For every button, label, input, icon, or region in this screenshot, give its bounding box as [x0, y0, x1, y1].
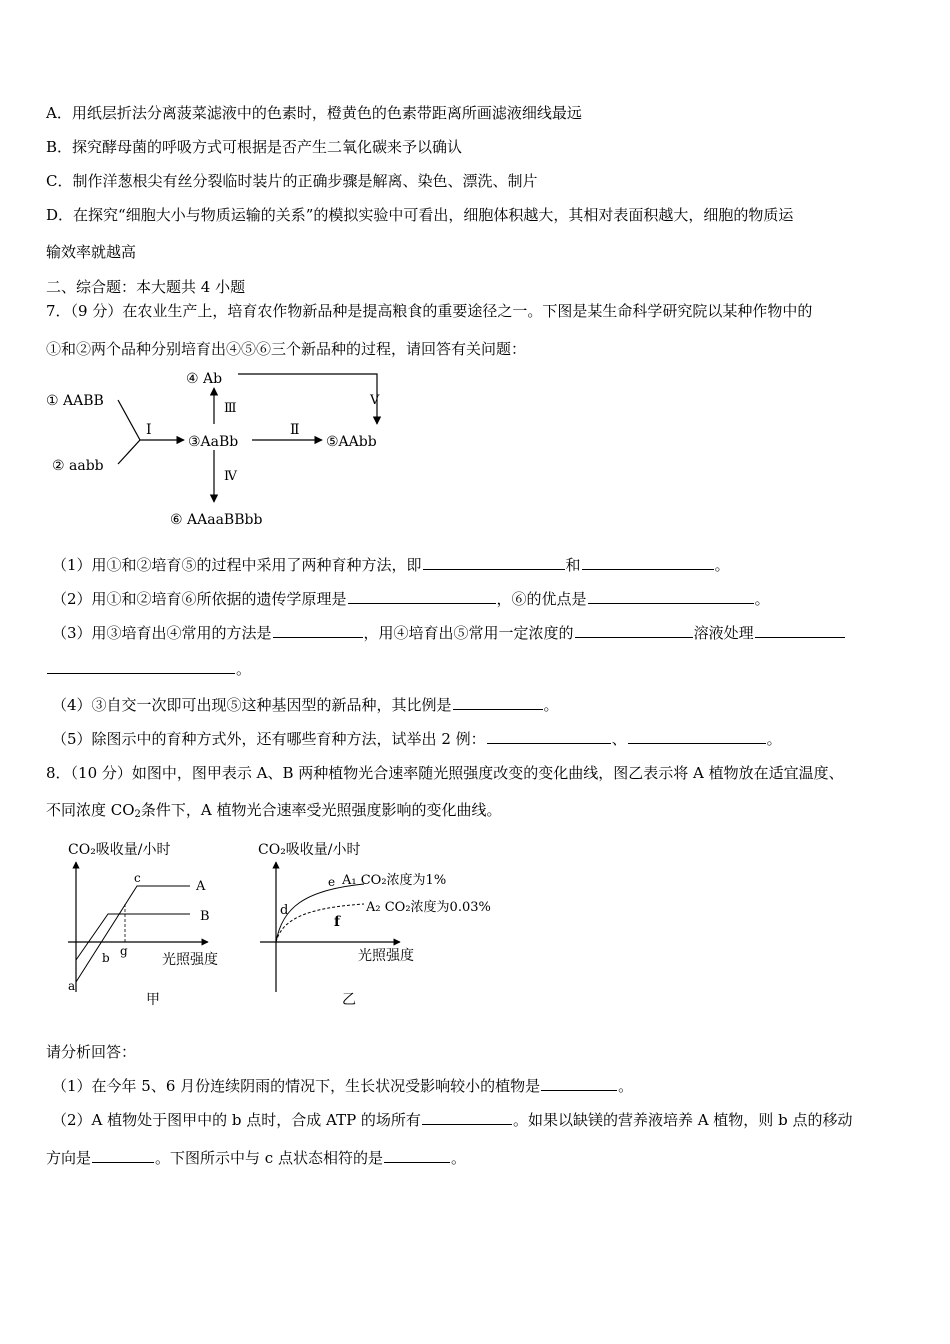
breeding-diagram: [40, 362, 460, 532]
q7-stem-line2: ①和②两个品种分别培育出④⑤⑥三个新品种的过程，请回答有关问题：: [46, 340, 527, 358]
point-g-label: g: [120, 944, 128, 958]
line-b-label: B: [200, 909, 210, 924]
option-b: B．探究酵母菌的呼吸方式可根据是否产生二氧化碳来予以确认: [46, 138, 463, 156]
step-2-label: Ⅱ: [290, 422, 300, 438]
jia-x-label: 光照强度: [162, 952, 218, 968]
point-b-label: b: [102, 951, 110, 965]
step-4-label: Ⅳ: [224, 469, 237, 484]
node-1: ① AABB: [46, 393, 104, 409]
q8-part-2-cont: 方向是 。下图所示中与 c 点状态相符的是 。: [46, 1149, 466, 1167]
node-4: ④ Ab: [186, 371, 223, 387]
option-a: A．用纸层折法分离菠菜滤液中的色素时，橙黄色的色素带距离所画滤液细线最远: [46, 104, 582, 122]
q7-part-1: （1）用①和②培育⑤的过程中采用了两种育种方法，即 和 。: [52, 556, 730, 574]
step-5-label: Ⅴ: [370, 393, 380, 408]
q8-part-1: （1）在今年 5、6 月份连续阴雨的情况下，生长状况受影响较小的植物是 。: [52, 1077, 634, 1095]
answer-blank[interactable]: [582, 555, 714, 570]
q7-part-5: （5）除图示中的育种方式外，还有哪些育种方法，试举出 2 例： 、 。: [52, 730, 782, 748]
section-heading: 二、综合题：本大题共 4 小题: [46, 278, 246, 296]
answer-blank[interactable]: [423, 555, 565, 570]
node-3: ③AaBb: [188, 434, 239, 450]
answer-blank[interactable]: [453, 695, 543, 710]
option-d-line1: D．在探究“细胞大小与物质运输的关系”的模拟实验中可看出，细胞体积越大，其相对表面积越大，细胞的物质运: [46, 206, 794, 224]
node-6: ⑥ AAaaBBbb: [170, 512, 263, 528]
curve-a2-label: A₂ CO₂浓度为0.03%: [366, 900, 491, 915]
answer-blank[interactable]: [755, 623, 845, 638]
figure-yi: [254, 834, 534, 1014]
curve-a1-label: A₁ CO₂浓度为1%: [342, 873, 447, 888]
yi-caption: 乙: [342, 992, 356, 1008]
q8-stem-line2: 不同浓度 $CO_2$条件下，A 植物光合速率受光照强度影响的变化曲线。: [46, 801, 502, 820]
jia-y-label: CO₂吸收量/小时: [68, 842, 171, 858]
answer-blank[interactable]: [628, 729, 766, 744]
point-d-label: d: [280, 903, 289, 918]
answer-blank[interactable]: [348, 589, 496, 604]
option-c: C．制作洋葱根尖有丝分裂临时装片的正确步骤是解离、染色、漂洗、制片: [46, 172, 538, 190]
q8-part-2: （2）A 植物处于图甲中的 b 点时，合成 ATP 的场所有 。如果以缺镁的营养液培养 A 植物，则 b 点的移动: [52, 1111, 853, 1129]
answer-blank[interactable]: [575, 623, 693, 638]
curve-a2: [276, 904, 364, 942]
q7-part-4: （4）③自交一次即可出现⑤这种基因型的新品种，其比例是 。: [52, 696, 559, 714]
curve-a1: [276, 884, 364, 942]
step-3-label: Ⅲ: [224, 401, 237, 416]
answer-blank[interactable]: [273, 623, 363, 638]
point-f-label: f: [334, 914, 341, 930]
answer-blank[interactable]: [541, 1076, 617, 1091]
node-5: ⑤AAbb: [326, 434, 377, 450]
answer-blank[interactable]: [588, 589, 754, 604]
q7-stem-line1: 7．（9 分）在农业生产上，培育农作物新品种是提高粮食的重要途径之一。下图是某生命科学研究院以某种作物中的: [46, 302, 813, 320]
answer-blank[interactable]: [384, 1148, 450, 1163]
option-d-line2: 输效率就越高: [46, 243, 137, 261]
answer-blank[interactable]: [47, 659, 235, 674]
yi-x-label: 光照强度: [358, 948, 414, 964]
q8-prompt: 请分析回答：: [46, 1043, 137, 1061]
q7-part-2: （2）用①和②培育⑥所依据的遗传学原理是 ，⑥的优点是 。: [52, 590, 770, 608]
line-a-label: A: [196, 879, 206, 894]
q7-part-3: （3）用③培育出④常用的方法是 ，用④培育出⑤常用一定浓度的 溶液处理: [52, 623, 846, 643]
answer-blank[interactable]: [422, 1110, 512, 1125]
q7-part-3-cont: 。: [46, 659, 251, 679]
node-2: ② aabb: [52, 458, 104, 474]
figure-jia: [62, 834, 262, 1014]
q8-stem-line1: 8．（10 分）如图中，图甲表示 A、B 两种植物光合速率随光照强度改变的变化曲线，图乙表示将 A 植物放在适宜温度、: [46, 764, 844, 782]
answer-blank[interactable]: [487, 729, 611, 744]
point-a-label: a: [68, 979, 76, 993]
point-e-label: e: [328, 875, 336, 889]
point-c-label: c: [134, 871, 141, 885]
step-1-label: Ⅰ: [146, 422, 152, 438]
jia-caption: 甲: [146, 992, 160, 1008]
answer-blank[interactable]: [92, 1148, 154, 1163]
yi-y-label: CO₂吸收量/小时: [258, 842, 361, 858]
